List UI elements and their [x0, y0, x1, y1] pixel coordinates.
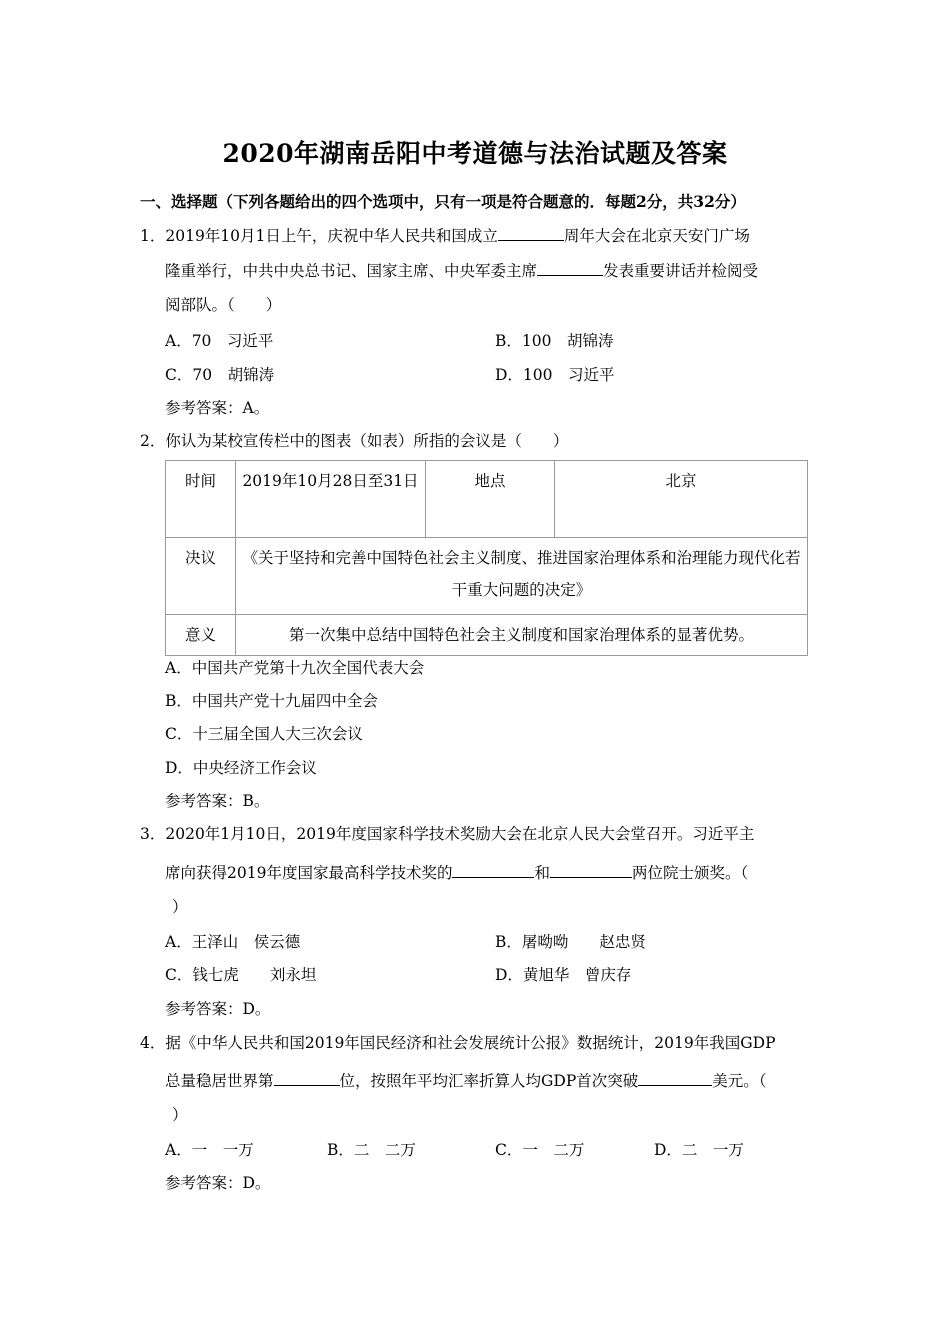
table-row: [166, 538, 808, 615]
q4-text-2a: 总量稳居世界第: [165, 1072, 274, 1090]
q4-option-a: A．一 一万: [165, 1141, 254, 1159]
resolution-label-cell: 决议: [166, 538, 236, 615]
q3-text-2a: 席向获得2019年度国家最高科学技术奖的: [165, 864, 453, 882]
table-row: [166, 461, 808, 538]
q4-blank-1: [274, 1069, 340, 1086]
place-value-cell: 北京: [555, 461, 808, 538]
q1-blank-1: [498, 224, 564, 241]
q3-option-c: C．钱七虎 刘永坦: [165, 966, 317, 984]
q2-meeting-table: [165, 460, 808, 656]
q2-option-c: C．十三届全国人大三次会议: [165, 725, 363, 743]
q3-line-1: 3．2020年1月10日，2019年度国家科学技术奖励大会在北京人民大会堂召开。习近平主: [140, 825, 755, 843]
table-row: [166, 615, 808, 656]
q2-option-a: A．中国共产党第十九次全国代表大会: [165, 659, 425, 677]
q1-text-2a: 隆重举行，中共中央总书记、国家主席、中央军委主席: [165, 262, 538, 280]
time-value-cell: 2019年10月28日至31日: [236, 461, 426, 538]
q2-answer: 参考答案：B。: [165, 792, 270, 810]
q1-text-2b: 发表重要讲话并检阅受: [603, 262, 759, 280]
q3-answer: 参考答案：D。: [165, 1000, 271, 1018]
q4-line-2: [165, 1069, 767, 1091]
section-heading: 一、选择题（下列各题给出的四个选项中，只有一项是符合题意的．每题2分，共32分）: [140, 192, 746, 211]
q3-option-a: A．王泽山 侯云德: [165, 933, 301, 951]
q1-line-1: [140, 224, 750, 246]
q1-blank-2: [537, 259, 603, 276]
q4-line-1: 4．据《中华人民共和国2019年国民经济和社会发展统计公报》数据统计，2019年我国GDP: [140, 1034, 776, 1052]
meaning-label-cell: 意义: [166, 615, 236, 656]
q3-line-3: ）: [172, 898, 188, 916]
q4-option-c: C．一 二万: [495, 1141, 585, 1159]
q1-option-b: B．100 胡锦涛: [495, 332, 614, 350]
q1-line-3: 阅部队。（ ）: [165, 296, 282, 314]
q1-option-a: A．70 习近平: [165, 332, 274, 350]
q4-text-2b: 位，按照年平均汇率折算人均GDP首次突破: [339, 1072, 639, 1090]
meaning-value-cell: 第一次集中总结中国特色社会主义制度和国家治理体系的显著优势。: [236, 615, 808, 656]
q4-blank-2: [638, 1069, 712, 1086]
time-label-cell: 时间: [166, 461, 236, 538]
q1-answer: 参考答案：A。: [165, 399, 270, 417]
resolution-value-cell: 《关于坚持和完善中国特色社会主义制度、推进国家治理体系和治理能力现代化若干重大问题的决定》: [236, 538, 808, 615]
q2-option-d: D．中央经济工作会议: [165, 759, 317, 777]
page-title: 2020年湖南岳阳中考道德与法治试题及答案: [222, 139, 728, 168]
q1-text-1a: 1．2019年10月1日上午，庆祝中华人民共和国成立: [140, 227, 498, 245]
q1-text-1b: 周年大会在北京天安门广场: [563, 227, 750, 245]
q3-text-2b: 和: [534, 864, 550, 882]
q1-option-c: C．70 胡锦涛: [165, 366, 275, 384]
q4-option-b: B．二 二万: [327, 1141, 416, 1159]
q3-blank-2: [550, 861, 632, 878]
q2-stem: 2．你认为某校宣传栏中的图表（如表）所指的会议是（ ）: [140, 432, 569, 450]
q3-line-2: [165, 861, 748, 883]
q3-blank-1: [452, 861, 534, 878]
q1-option-d: D．100 习近平: [495, 366, 615, 384]
q4-option-d: D．二 一万: [654, 1141, 744, 1159]
q2-option-b: B．中国共产党十九届四中全会: [165, 692, 378, 710]
q3-option-b: B．屠呦呦 赵忠贤: [495, 933, 646, 951]
q3-option-d: D．黄旭华 曾庆存: [495, 966, 632, 984]
q3-text-2c: 两位院士颁奖。（: [631, 864, 749, 882]
q4-line-3: ）: [172, 1106, 188, 1124]
q4-answer: 参考答案：D。: [165, 1174, 271, 1192]
place-label-cell: 地点: [426, 461, 555, 538]
q4-text-2c: 美元。（: [712, 1072, 767, 1090]
q1-line-2: [165, 259, 758, 281]
